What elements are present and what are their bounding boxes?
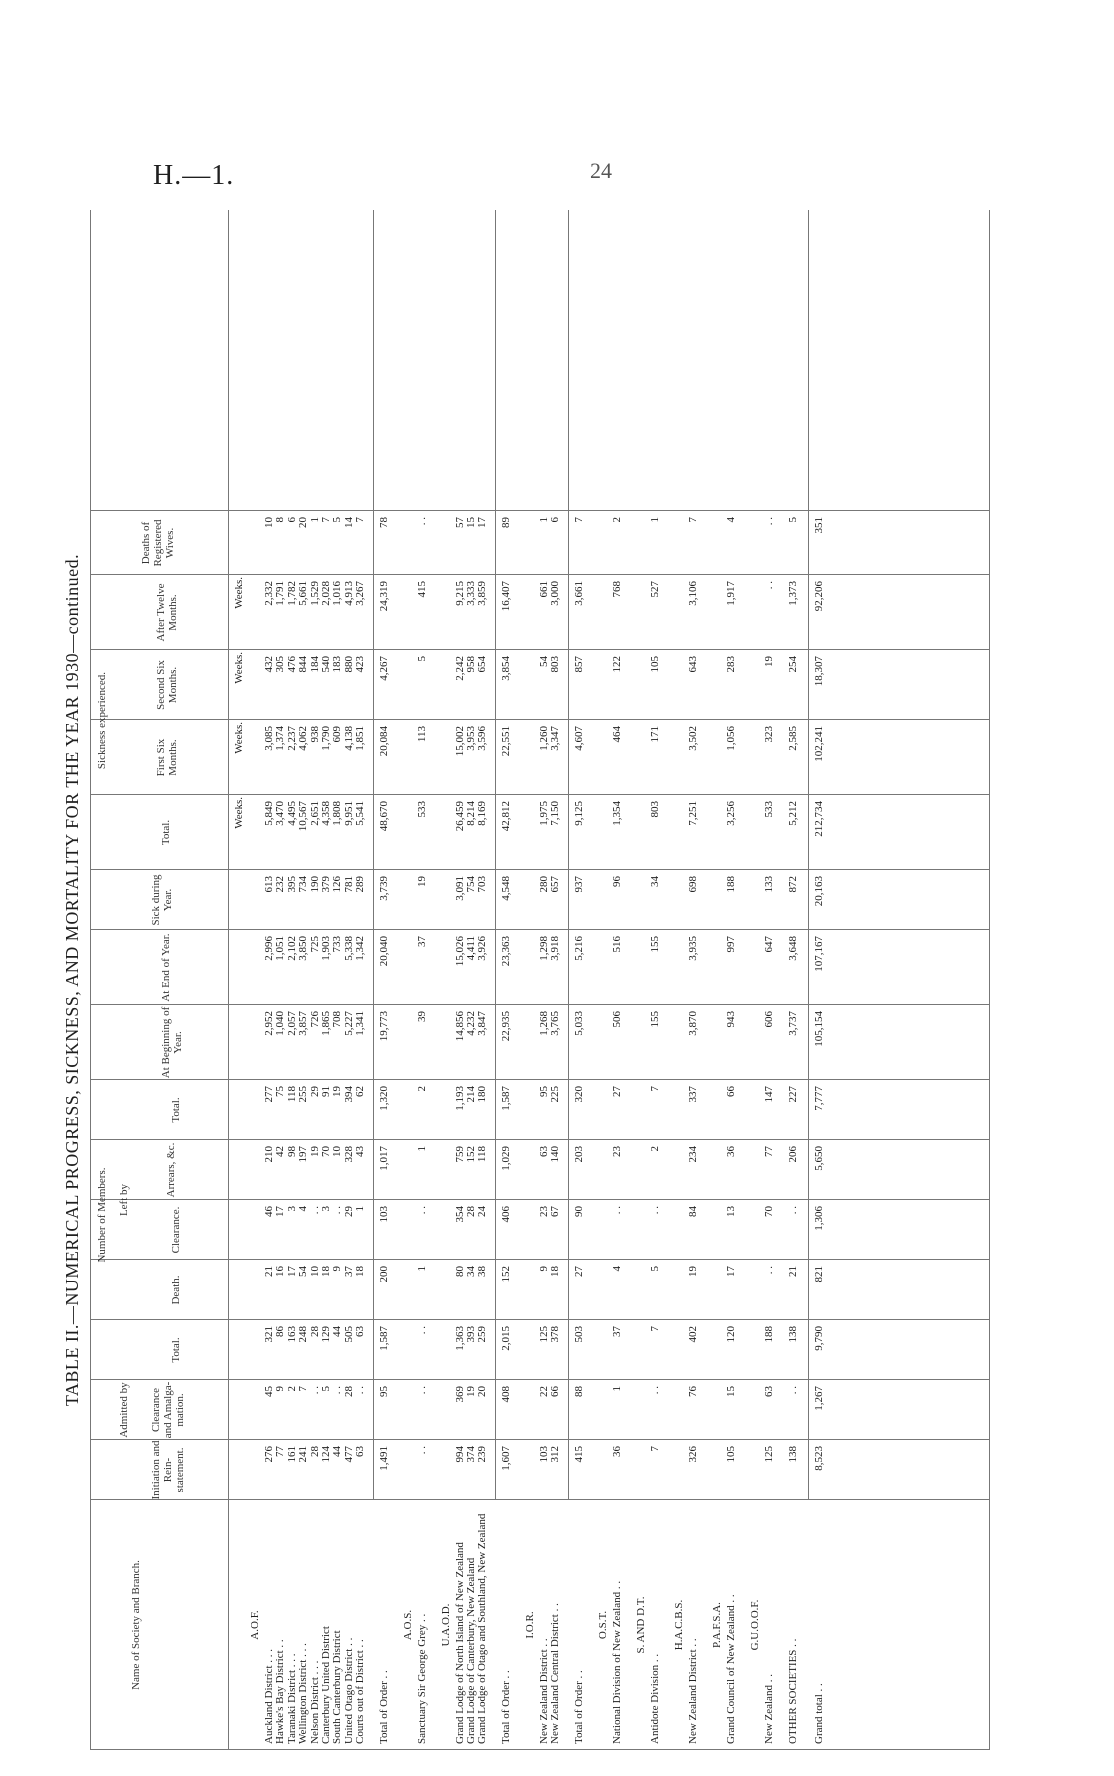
section-header: A.O.S. (401, 1609, 414, 1641)
branch-name: Grand Council of New Zealand . . (724, 1594, 737, 1744)
table-cell: 113 (415, 726, 428, 743)
value-column: 354 28 24 (453, 1206, 489, 1223)
value-column: 3,085 1,374 2,237 4,062 938 1,790 609 4,138 1,851 (263, 726, 367, 751)
table-cell: 1 (648, 517, 661, 523)
group-header-left: Left by (118, 1183, 130, 1217)
table-cell: . . (648, 1206, 661, 1215)
value-column: 2,332 1,791 1,782 5,661 1,529 2,028 1,016 4,913 3,267 (263, 581, 367, 606)
section-header: H.A.C.B.S. (672, 1599, 685, 1651)
table-cell: 84 (686, 1206, 699, 1217)
group-header-members: Number of Members. (96, 1167, 108, 1263)
table-cell: 212,734 (812, 801, 825, 837)
total-row: Total of Order . . (377, 1670, 390, 1744)
table-cell: 234 (686, 1146, 699, 1163)
table-cell: 147 (762, 1086, 775, 1103)
value-column: 15,026 4,411 3,926 (453, 936, 489, 967)
table-cell: 3,256 (724, 801, 737, 826)
table-cell: 320 (572, 1086, 585, 1103)
table-cell: . . (415, 1446, 428, 1455)
table-cell: 516 (610, 936, 623, 953)
value-column: 280 657 (537, 876, 562, 893)
table-cell: 105 (724, 1446, 737, 1463)
table-cell: 1,587 (377, 1326, 390, 1351)
table-cell: 19,773 (377, 1011, 390, 1042)
table-cell: . . (762, 581, 775, 590)
table-cell: 1 (610, 1386, 623, 1392)
table-cell: 138 (786, 1446, 799, 1463)
table-cell: 821 (812, 1266, 825, 1283)
table-cell: 120 (724, 1326, 737, 1343)
table-cell: 15 (724, 1386, 737, 1397)
value-column: 14,856 4,232 3,847 (453, 1011, 489, 1042)
table-cell: 7 (648, 1326, 661, 1332)
table-cell: 23 (610, 1146, 623, 1157)
table-cell: 1,267 (812, 1386, 825, 1411)
table-cell: . . (415, 1206, 428, 1215)
rule (495, 210, 496, 1500)
table-cell: 7,777 (812, 1086, 825, 1111)
table-cell: 7,251 (686, 801, 699, 826)
col-header-second-six: Second Six Months. (155, 660, 179, 710)
table-cell: 3,854 (499, 656, 512, 681)
table-cell: 42,812 (499, 801, 512, 832)
value-column: 46 17 3 4 . . 3 . . 29 1 (263, 1206, 367, 1217)
table-cell: 24,319 (377, 581, 390, 612)
table-cell: 19 (686, 1266, 699, 1277)
table-cell: 22,935 (499, 1011, 512, 1042)
table-cell: 13 (724, 1206, 737, 1217)
value-column: 125 378 (537, 1326, 562, 1343)
table-cell: 8,523 (812, 1446, 825, 1471)
page-number: 24 (590, 158, 612, 183)
value-column: 994 374 239 (453, 1446, 489, 1463)
table-cell: 283 (724, 656, 737, 673)
table-cell: . . (610, 1206, 623, 1215)
table-cell: 20,040 (377, 936, 390, 967)
table-cell: 17 (724, 1266, 737, 1277)
value-column: 103 312 (537, 1446, 562, 1463)
rule (373, 210, 374, 1500)
grand-total-row: Grand total . . (812, 1683, 825, 1744)
table-cell: 95 (377, 1386, 390, 1397)
table-cell: 37 (610, 1326, 623, 1337)
table-cell: 22,551 (499, 726, 512, 757)
table-cell: 155 (648, 936, 661, 953)
table-cell: . . (762, 1266, 775, 1275)
table-cell: 326 (686, 1446, 699, 1463)
branch-name: New Zealand District . . (686, 1638, 699, 1744)
table-cell: 533 (415, 801, 428, 818)
col-header-sick-during: Sick during Year. (150, 874, 174, 926)
table-cell: 171 (648, 726, 661, 743)
table-cell: 872 (786, 876, 799, 893)
data-table (90, 210, 990, 1750)
branch-names: Auckland District . . . Hawke's Bay District . . Taranaki District . . . Wellington District . . . Nelson District . . . Canterbury United District South Canterbury District United Otago District . . Courts out of District . . (263, 1626, 367, 1744)
section-header: A.O.F. (249, 1610, 261, 1640)
col-header-arrears: Arrears, &c. (165, 1142, 177, 1198)
table-cell: 23,363 (499, 936, 512, 967)
table-cell: 92,206 (812, 581, 825, 612)
table-cell: 1,017 (377, 1146, 390, 1171)
value-column: 1,268 3,765 (537, 1011, 562, 1036)
value-column: 432 305 476 844 184 540 183 880 423 (263, 656, 367, 673)
table-cell: 21 (786, 1266, 799, 1277)
branch-name: Antidote Division . . (648, 1653, 661, 1744)
col-header-sick-total: Total. (160, 819, 172, 846)
table-cell: 3,661 (572, 581, 585, 606)
table-cell: 2 (648, 1146, 661, 1152)
table-cell: 803 (648, 801, 661, 818)
table-cell: . . (648, 1386, 661, 1395)
table-cell: 34 (648, 876, 661, 887)
table-cell: 188 (762, 1326, 775, 1343)
value-column: 1,260 3,347 (537, 726, 562, 751)
table-cell: 188 (724, 876, 737, 893)
table-cell: 5 (415, 656, 428, 662)
table-cell: 27 (572, 1266, 585, 1277)
table-cell: 9,125 (572, 801, 585, 826)
table-cell: 643 (686, 656, 699, 673)
branch-name: Sanctuary Sir George Grey . . (415, 1613, 428, 1744)
table-cell: 63 (762, 1386, 775, 1397)
value-column: 21 16 17 54 10 18 9 37 18 (263, 1266, 367, 1277)
col-header-adm-total: Total. (170, 1337, 182, 1363)
table-cell: 89 (499, 517, 512, 528)
table-cell: 3,502 (686, 726, 699, 751)
value-column: 54 803 (537, 656, 562, 673)
value-column: 10 8 6 20 1 7 5 14 7 (263, 517, 367, 528)
table-cell: 1,373 (786, 581, 799, 606)
table-cell: 254 (786, 656, 799, 673)
col-header-beginning: At Beginning of Year. (160, 1006, 184, 1079)
value-column: 1,193 214 180 (453, 1086, 489, 1111)
rule (90, 1749, 990, 1750)
table-cell: . . (762, 517, 775, 526)
table-cell: 36 (724, 1146, 737, 1157)
table-cell: 1,029 (499, 1146, 512, 1171)
value-column: 1,298 3,918 (537, 936, 562, 961)
table-cell: 70 (762, 1206, 775, 1217)
table-cell: 7 (648, 1086, 661, 1092)
value-column: 2,242 958 654 (453, 656, 489, 681)
value-column: 3,091 754 703 (453, 876, 489, 901)
table-cell: 39 (415, 1011, 428, 1022)
table-cell: 105,154 (812, 1011, 825, 1047)
rotated-table-sheet (62, 210, 990, 1750)
table-cell: 122 (610, 656, 623, 673)
table-cell: 3,935 (686, 936, 699, 961)
table-cell: 78 (377, 517, 390, 528)
table-cell: . . (415, 1326, 428, 1335)
table-cell: 227 (786, 1086, 799, 1103)
table-cell: 1,320 (377, 1086, 390, 1111)
section-header: I.O.R. (523, 1611, 536, 1639)
table-cell: 20,163 (812, 876, 825, 907)
table-cell: 19 (415, 876, 428, 887)
table-cell: 415 (572, 1446, 585, 1463)
section-header: O.S.T. (596, 1610, 609, 1640)
table-cell: 1,917 (724, 581, 737, 606)
value-column: 369 19 20 (453, 1386, 489, 1403)
value-column: 1,363 393 259 (453, 1326, 489, 1351)
col-header-clearance-adm: Clearance and Amalga-mation. (150, 1381, 186, 1439)
table-cell: 138 (786, 1326, 799, 1343)
rule (90, 210, 91, 1750)
table-cell: 408 (499, 1386, 512, 1403)
value-column: 22 66 (537, 1386, 562, 1397)
table-cell: 103 (377, 1206, 390, 1223)
table-cell: 1 (415, 1266, 428, 1272)
section-header: P.A.F.S.A. (710, 1602, 723, 1648)
table-cell: 351 (812, 517, 825, 534)
table-cell: 18,307 (812, 656, 825, 687)
table-cell: 5 (648, 1266, 661, 1272)
table-cell: 606 (762, 1011, 775, 1028)
rule (568, 210, 569, 1500)
table-cell: 2,585 (786, 726, 799, 751)
col-header-after-twelve: After Twelve Months. (155, 583, 179, 642)
value-column: 45 9 2 7 . . 5 . . 28 . . (263, 1386, 367, 1397)
value-column: 277 75 118 255 29 91 19 394 62 (263, 1086, 367, 1103)
group-header-sickness: Sickness experienced. (96, 671, 108, 770)
table-cell: 4 (724, 517, 737, 523)
table-cell: 323 (762, 726, 775, 743)
col-header-death: Death. (170, 1275, 182, 1305)
table-cell: 105 (648, 656, 661, 673)
table-cell: 527 (648, 581, 661, 598)
table-cell: 506 (610, 1011, 623, 1028)
table-cell: 66 (724, 1086, 737, 1097)
table-cell: 37 (415, 936, 428, 947)
branch-names: New Zealand District . . New Zealand Central District . . (537, 1603, 562, 1744)
table-cell: 36 (610, 1446, 623, 1457)
table-cell: 415 (415, 581, 428, 598)
table-cell: 107,167 (812, 936, 825, 972)
value-column: 15,002 3,953 3,596 (453, 726, 489, 757)
value-column: 2,952 1,040 2,057 3,857 726 1,865 708 5,227 1,341 (263, 1011, 367, 1036)
table-cell: 3,737 (786, 1011, 799, 1036)
value-column: 321 86 163 248 28 129 44 505 63 (263, 1326, 367, 1343)
table-cell: 200 (377, 1266, 390, 1283)
table-cell: 5,212 (786, 801, 799, 826)
table-cell: 3,739 (377, 876, 390, 901)
col-header-clearance: Clearance. (170, 1206, 182, 1254)
weeks-label: Weeks. (233, 577, 245, 609)
rule (808, 210, 809, 1500)
value-column: 9 18 (537, 1266, 562, 1277)
branch-name: OTHER SOCIETIES . . (786, 1638, 799, 1744)
rule (90, 510, 990, 511)
table-cell: . . (415, 1386, 428, 1395)
total-row: Total of Order . . (572, 1670, 585, 1744)
table-cell: 19 (762, 656, 775, 667)
table-cell: 337 (686, 1086, 699, 1103)
value-column: 613 232 395 734 190 379 126 781 289 (263, 876, 367, 893)
table-cell: 16,407 (499, 581, 512, 612)
weeks-label: Weeks. (233, 797, 245, 829)
branch-name: New Zealand . . (762, 1674, 775, 1744)
table-cell: 9,790 (812, 1326, 825, 1351)
col-header-initiation: Initiation and Rein-statement. (150, 1440, 186, 1500)
rule (228, 210, 229, 1750)
table-cell: 464 (610, 726, 623, 743)
value-column: 95 225 (537, 1086, 562, 1103)
value-column: 210 42 98 197 19 70 10 328 43 (263, 1146, 367, 1163)
table-cell: 4,548 (499, 876, 512, 901)
value-column: 1 6 (537, 517, 562, 523)
table-cell: 503 (572, 1326, 585, 1343)
table-cell: 90 (572, 1206, 585, 1217)
table-cell: 1,354 (610, 801, 623, 826)
table-title: TABLE II.—NUMERICAL PROGRESS, SICKNESS, AND MORTALITY FOR THE YEAR 1930—continued. (62, 553, 82, 1407)
value-column: 1,975 7,150 (537, 801, 562, 826)
value-column: 5,849 3,470 4,495 10,567 2,651 4,358 1,808 9,951 5,541 (263, 801, 367, 832)
table-cell: 3,870 (686, 1011, 699, 1036)
table-cell: 155 (648, 1011, 661, 1028)
value-column: 57 15 17 (453, 517, 489, 528)
col-header-wives: Deaths of Registered Wives. (140, 519, 176, 567)
table-cell: 768 (610, 581, 623, 598)
branch-name: National Division of New Zealand . . (610, 1580, 623, 1744)
value-column: 759 152 118 (453, 1146, 489, 1163)
table-cell: 4,607 (572, 726, 585, 751)
table-cell: 3,648 (786, 936, 799, 961)
col-header-left-total: Total. (170, 1097, 182, 1123)
rule (989, 210, 990, 1750)
value-column: 23 67 (537, 1206, 562, 1217)
value-column: 63 140 (537, 1146, 562, 1163)
col-header-name: Name of Society and Branch. (130, 1560, 142, 1690)
table-cell: 2 (610, 517, 623, 523)
table-cell: 2 (415, 1086, 428, 1092)
table-cell: 1,587 (499, 1086, 512, 1111)
table-cell: 1 (415, 1146, 428, 1152)
table-cell: 1,056 (724, 726, 737, 751)
total-row: Total of Order . . (499, 1670, 512, 1744)
value-column: 2,996 1,051 2,102 3,850 725 1,903 733 5,338 1,342 (263, 936, 367, 961)
table-cell: 2,015 (499, 1326, 512, 1351)
table-cell: 857 (572, 656, 585, 673)
table-cell: 76 (686, 1386, 699, 1397)
col-header-first-six: First Six Months. (155, 738, 179, 777)
table-cell: 1,491 (377, 1446, 390, 1471)
value-column: 276 77 161 241 28 124 44 477 63 (263, 1446, 367, 1463)
table-cell: 102,241 (812, 726, 825, 762)
table-cell: 7 (572, 517, 585, 523)
table-cell: 27 (610, 1086, 623, 1097)
table-cell: 77 (762, 1146, 775, 1157)
value-column: 9,215 3,333 3,859 (453, 581, 489, 606)
table-cell: 7 (686, 517, 699, 523)
table-cell: 206 (786, 1146, 799, 1163)
weeks-label: Weeks. (233, 652, 245, 684)
group-header-admitted: Admitted by (118, 1382, 130, 1438)
section-header: U.A.O.D. (439, 1603, 452, 1647)
table-cell: 647 (762, 936, 775, 953)
table-cell: 533 (762, 801, 775, 818)
section-header: S. AND D.T. (634, 1596, 647, 1654)
table-cell: 4,267 (377, 656, 390, 681)
table-cell: 3,106 (686, 581, 699, 606)
table-cell: 1,306 (812, 1206, 825, 1231)
table-cell: 5,033 (572, 1011, 585, 1036)
weeks-label: Weeks. (233, 722, 245, 754)
table-cell: 997 (724, 936, 737, 953)
table-cell: . . (786, 1206, 799, 1215)
table-cell: 402 (686, 1326, 699, 1343)
page-code: H.—1. (153, 160, 235, 191)
table-cell: 152 (499, 1266, 512, 1283)
table-cell: 943 (724, 1011, 737, 1028)
table-cell: 203 (572, 1146, 585, 1163)
table-cell: 88 (572, 1386, 585, 1397)
value-column: 661 3,000 (537, 581, 562, 606)
table-cell: . . (786, 1386, 799, 1395)
table-cell: 5 (786, 517, 799, 523)
table-cell: 133 (762, 876, 775, 893)
table-cell: 125 (762, 1446, 775, 1463)
table-cell: . . (415, 517, 428, 526)
table-cell: 1,607 (499, 1446, 512, 1471)
value-column: 80 34 38 (453, 1266, 489, 1277)
table-cell: 5,650 (812, 1146, 825, 1171)
table-cell: 96 (610, 876, 623, 887)
table-cell: 4 (610, 1266, 623, 1272)
table-cell: 5,216 (572, 936, 585, 961)
table-cell: 406 (499, 1206, 512, 1223)
value-column: 26,459 8,214 8,169 (453, 801, 489, 832)
table-cell: 698 (686, 876, 699, 893)
col-header-end: At End of Year. (160, 933, 172, 1002)
table-cell: 7 (648, 1446, 661, 1452)
table-cell: 937 (572, 876, 585, 893)
table-cell: 20,084 (377, 726, 390, 757)
branch-names: Grand Lodge of North Island of New Zealand Grand Lodge of Canterbury, New Zealand Grand Lodge of Otago and Southland, New Zealand (453, 1513, 489, 1744)
table-cell: 48,670 (377, 801, 390, 832)
section-header: G.U.O.O.F. (748, 1599, 761, 1651)
